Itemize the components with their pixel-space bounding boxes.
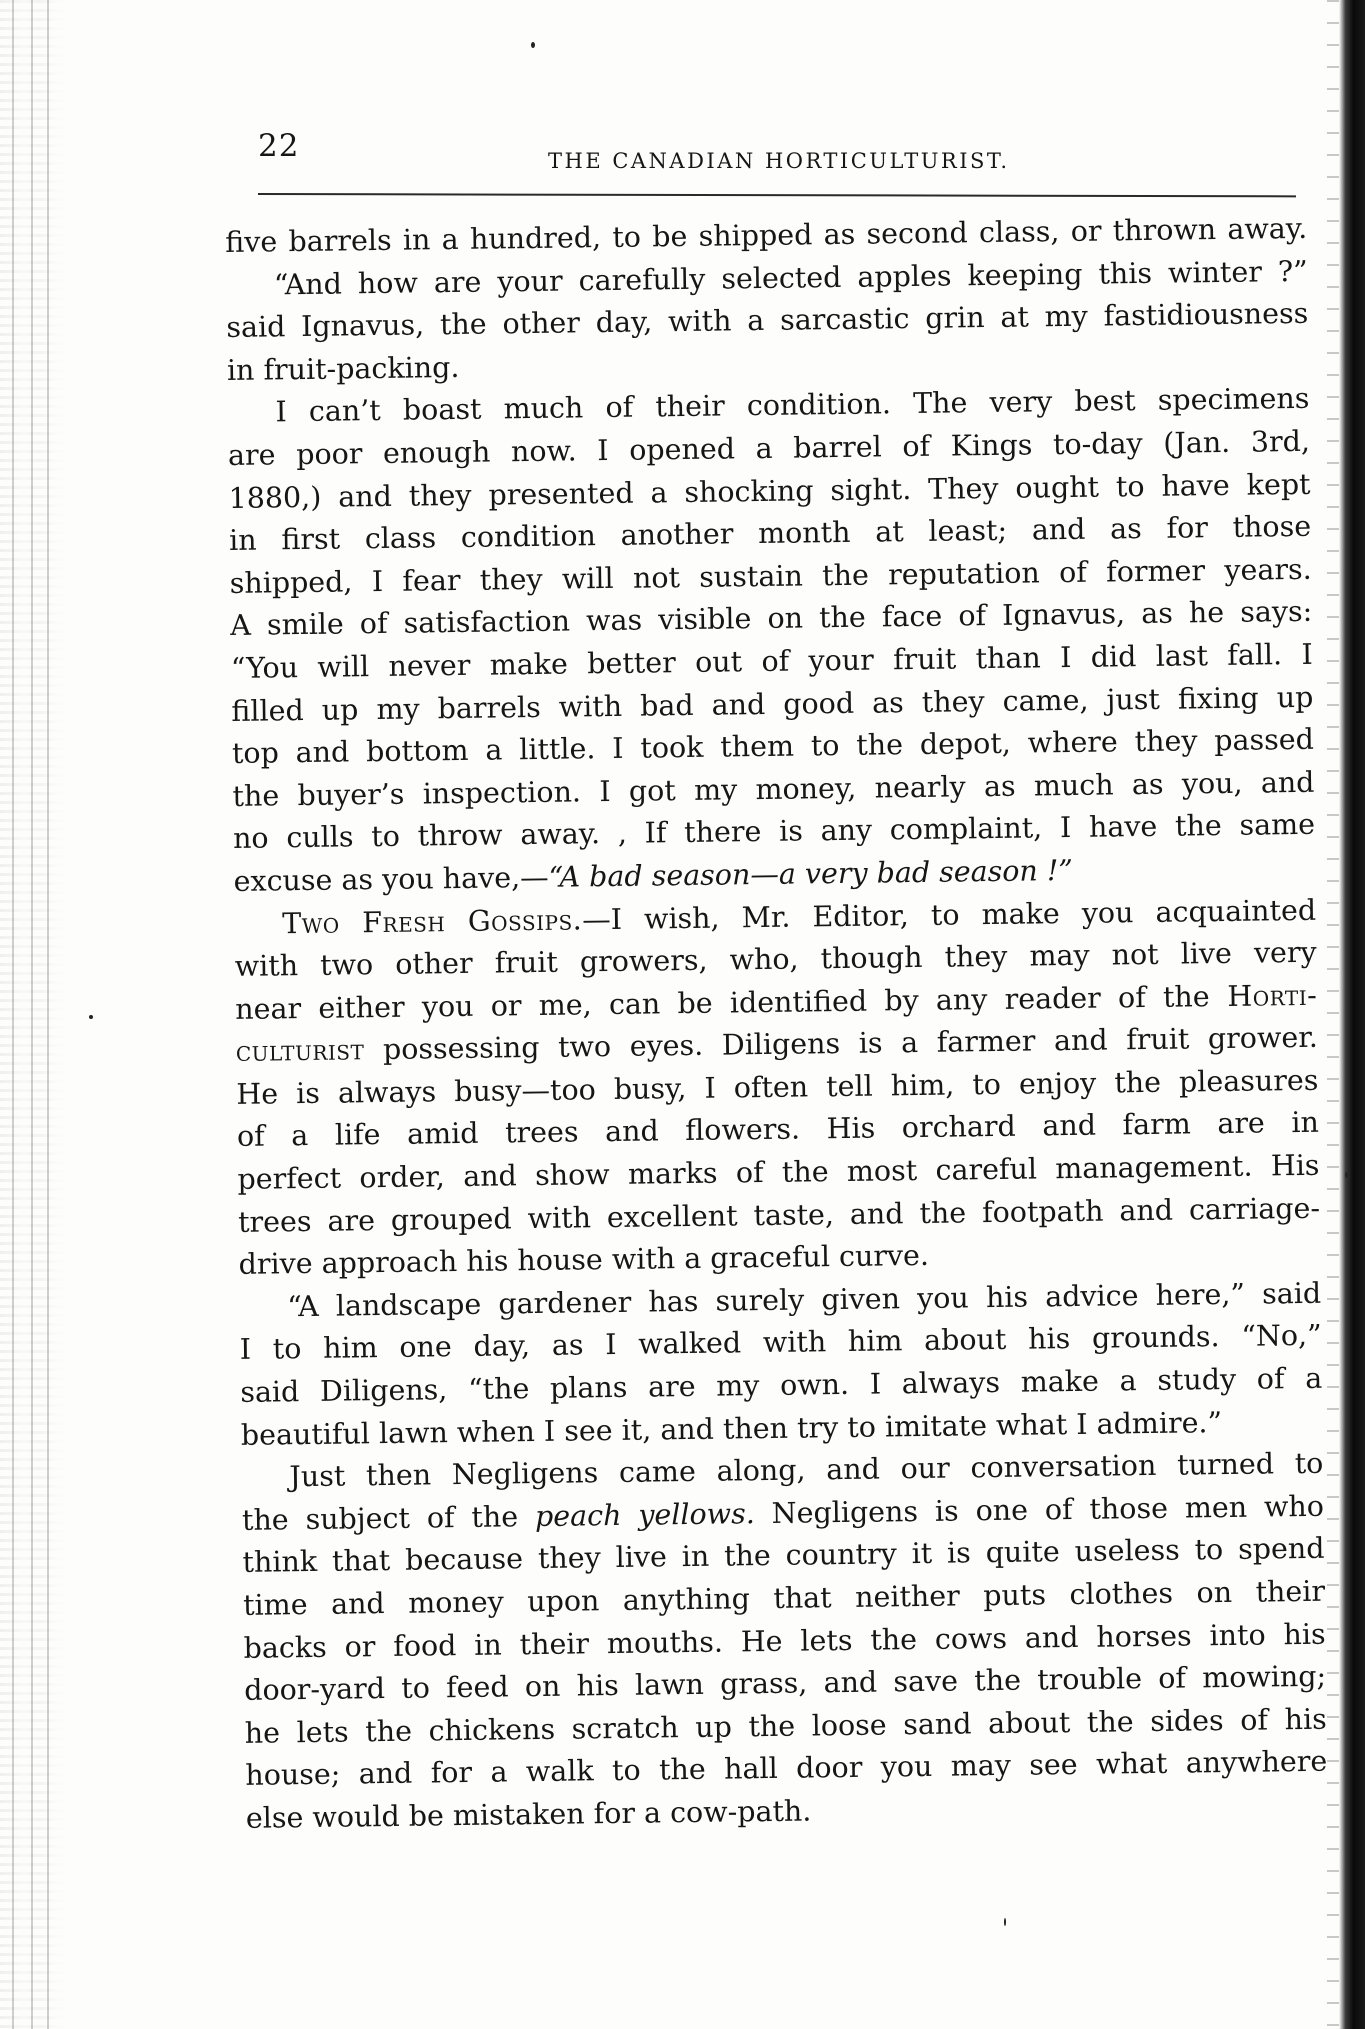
- line-text: backs or food in their mouths. He lets the cows and horses into his: [243, 1617, 1326, 1665]
- line-text: the buyer’s inspection. I got my money, nearly as much as you, and: [232, 765, 1315, 813]
- line-text: door-yard to feed on his lawn grass, and save the trouble of mowing;: [244, 1659, 1327, 1708]
- line-text: possessing two eyes. Diligens is a farmer and fruit grower.: [364, 1021, 1318, 1067]
- line-text: in first class condition another month at least; and as for those: [228, 509, 1312, 558]
- scan-speck: [1004, 1918, 1006, 1926]
- binding-shadow: [0, 0, 70, 2029]
- line-text: think that because they live in the country it is quite useless to spend: [242, 1532, 1325, 1580]
- line-text: said Diligens, “the plans are my own. I always make a study of a: [240, 1361, 1323, 1409]
- line-text: filled up my barrels with bad and good as they came, just fixing up: [231, 680, 1314, 728]
- line-text: in fruit-packing.: [226, 350, 460, 387]
- line-text: with two other fruit growers, who, though they may not live very: [234, 935, 1317, 984]
- paragraph: [227, 378, 1316, 903]
- line-text: “You will never make better out of your fruit than I did last fall. I: [230, 637, 1313, 685]
- line-text: house; and for a walk to the hall door you may see what anywhere: [245, 1745, 1328, 1793]
- line-text: the subject of the: [241, 1499, 536, 1537]
- line-text: of a life amid trees and flowers. His orchard and farm are in: [236, 1106, 1320, 1154]
- italic-text: peach yellows.: [534, 1496, 755, 1533]
- line-text: excuse as you have,—: [233, 860, 549, 898]
- paragraph: [241, 1443, 1328, 1840]
- line-text: beautiful lawn when I see it, and then try to imitate what I admire.”: [240, 1405, 1223, 1452]
- line-text: He is always busy—too busy, I often tell him, to enjoy the pleasures: [236, 1063, 1319, 1111]
- line-text: he lets the chickens scratch up the loose sand about the sides of his: [244, 1702, 1327, 1750]
- binding-line: [12, 0, 14, 2029]
- line-text: A smile of satisfaction was visible on the face of Ignavus, as he says:: [230, 595, 1313, 643]
- scan-speck: [89, 1015, 93, 1019]
- line-text: “And how are your carefully selected apples keeping this winter ?”: [273, 254, 1308, 301]
- line-text: shipped, I fear they will not sustain the reputation of former years.: [229, 552, 1312, 600]
- binding-line: [31, 0, 33, 2029]
- page-header: [258, 128, 1298, 178]
- page-number: 22: [258, 128, 300, 164]
- line-text: drive approach his house with a graceful curve.: [238, 1239, 930, 1282]
- line-text: Negligens is one of those men who: [754, 1489, 1325, 1530]
- line-text: 1880,) and they presented a shocking sight. They ought to have kept: [228, 467, 1311, 515]
- line-text: said Ignavus, the other day, with a sarcastic grin at my fastidiousness: [226, 297, 1309, 345]
- line-text: else would be mistaken for a cow-path.: [245, 1794, 812, 1835]
- line-text: I can’t boast much of their condition. The very best specimens: [275, 382, 1310, 429]
- line-text: no culls to throw away. , If there is any complaint, I have the same: [232, 808, 1316, 856]
- line-text: “A landscape gardener has surely given you his advice here,” said: [286, 1276, 1322, 1324]
- line-text: trees are grouped with excellent taste, and the footpath and carriage-: [237, 1191, 1321, 1239]
- line-text: five barrels in a hundred, to be shipped as second class, or thrown away.: [225, 211, 1308, 259]
- italic-text: “A bad season—a very bad season !”: [548, 853, 1074, 894]
- line-text: are poor enough now. I opened a barrel of Kings to-day (Jan. 3rd,: [227, 424, 1311, 472]
- header-rule: [258, 193, 1296, 197]
- binding-line: [47, 0, 49, 2029]
- line-text: time and money upon anything that neither puts clothes on their: [242, 1574, 1326, 1622]
- paragraph: [239, 1273, 1323, 1458]
- line-text: top and bottom a little. I took them to the depot, where they passed: [231, 722, 1315, 771]
- small-caps-text: Horti-: [1209, 978, 1318, 1013]
- small-caps-text: culturist: [235, 1033, 365, 1069]
- small-caps-text: Two Fresh Gossips.: [281, 902, 583, 940]
- running-head: THE CANADIAN HORTICULTURIST.: [548, 149, 1010, 173]
- paragraph: [234, 889, 1321, 1286]
- paragraph: [226, 250, 1310, 392]
- line-text: perfect order, and show marks of the most careful management. His: [237, 1148, 1320, 1196]
- scan-speck: [531, 42, 535, 48]
- page-edge-shadow: [1339, 0, 1365, 2029]
- line-text: Just then Negligens came along, and our conversation turned to: [289, 1446, 1324, 1494]
- line-text: —I wish, Mr. Editor, to make you acquainted: [581, 893, 1317, 936]
- line-text: near either you or me, can be identified by any reader of the: [235, 979, 1210, 1026]
- body-text: [225, 208, 1328, 1841]
- line-text: I to him one day, as I walked with him about his grounds. “No,”: [239, 1319, 1322, 1367]
- scan-speck: [1345, 1172, 1348, 1178]
